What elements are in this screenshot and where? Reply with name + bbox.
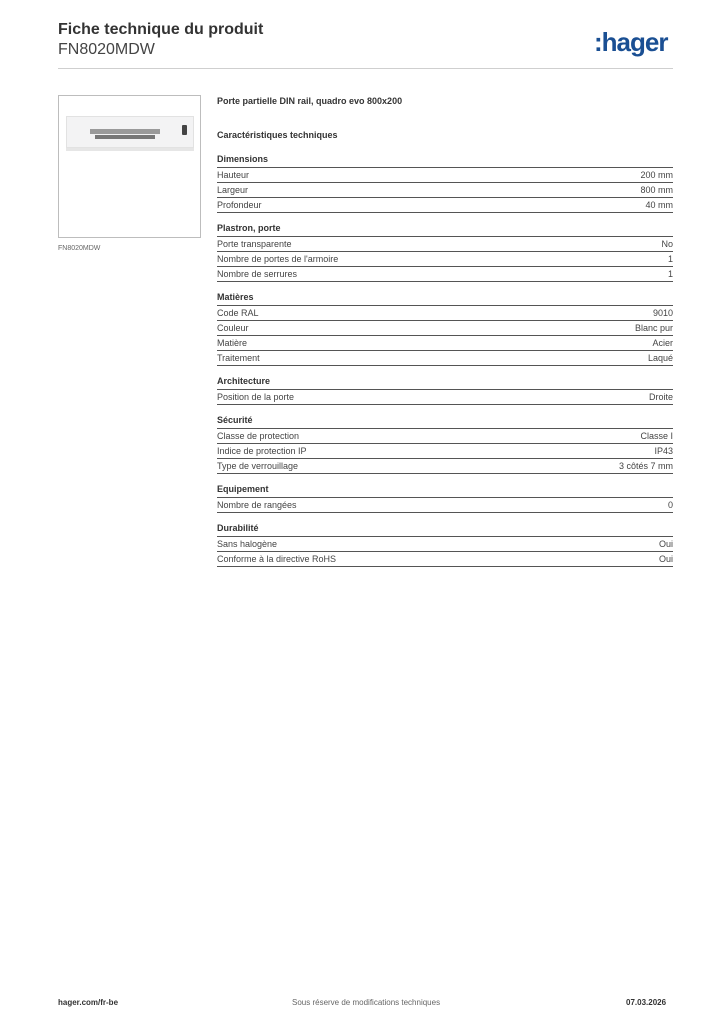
spec-value: Blanc pur bbox=[634, 323, 673, 333]
din-rail-slot-lower bbox=[95, 135, 155, 139]
footer-notice: Sous réserve de modifications techniques bbox=[292, 998, 441, 1007]
spec-row bbox=[217, 252, 673, 267]
spec-row bbox=[217, 183, 673, 198]
section-heading: Durabilité bbox=[217, 523, 673, 537]
logo-text: hager bbox=[601, 27, 668, 57]
footer-website-link[interactable]: hager.com/fr-be bbox=[58, 998, 119, 1007]
product-image bbox=[58, 95, 201, 238]
section-heading: Dimensions bbox=[217, 154, 673, 168]
spec-value: 0 bbox=[667, 500, 673, 510]
product-name: Porte partielle DIN rail, quadro evo 800x200 bbox=[217, 96, 403, 106]
footer-date: 07.03.2026 bbox=[626, 998, 667, 1007]
spec-label: Porte transparente bbox=[217, 239, 292, 249]
spec-value: Classe I bbox=[640, 431, 673, 441]
spec-label: Largeur bbox=[217, 185, 249, 195]
hager-logo: :hager bbox=[594, 27, 668, 57]
spec-row bbox=[217, 552, 673, 567]
page-title: Fiche technique du produit bbox=[58, 21, 264, 38]
spec-row bbox=[217, 198, 673, 213]
spec-label: Code RAL bbox=[217, 308, 259, 318]
spec-label: Nombre de serrures bbox=[217, 269, 298, 279]
spec-label: Type de verrouillage bbox=[217, 461, 299, 471]
spec-row bbox=[217, 498, 673, 513]
spec-row bbox=[217, 321, 673, 336]
spec-value: 200 mm bbox=[640, 170, 673, 180]
spec-value: 1 bbox=[667, 269, 673, 279]
spec-value: 9010 bbox=[652, 308, 673, 318]
spec-row bbox=[217, 306, 673, 321]
door-panel-illustration bbox=[66, 116, 194, 148]
spec-value: Acier bbox=[652, 338, 673, 348]
lock-icon bbox=[182, 125, 187, 135]
spec-value: IP43 bbox=[654, 446, 673, 456]
spec-value: Oui bbox=[658, 554, 673, 564]
image-caption: FN8020MDW bbox=[58, 245, 101, 252]
spec-row bbox=[217, 390, 673, 405]
header-divider bbox=[58, 68, 673, 69]
spec-value: No bbox=[661, 239, 673, 249]
spec-value: 3 côtés 7 mm bbox=[618, 461, 673, 471]
spec-label: Classe de protection bbox=[217, 431, 300, 441]
spec-row bbox=[217, 267, 673, 282]
spec-label: Nombre de rangées bbox=[217, 500, 297, 510]
spec-label: Hauteur bbox=[217, 170, 250, 180]
spec-label: Sans halogène bbox=[217, 539, 278, 549]
spec-value: Droite bbox=[648, 392, 673, 402]
spec-label: Couleur bbox=[217, 323, 249, 333]
spec-heading: Caractéristiques techniques bbox=[217, 130, 338, 140]
section-heading: Architecture bbox=[217, 376, 673, 390]
spec-value: 800 mm bbox=[640, 185, 673, 195]
din-rail-slot bbox=[90, 129, 160, 134]
spec-row bbox=[217, 537, 673, 552]
spec-label: Indice de protection IP bbox=[217, 446, 307, 456]
spec-row bbox=[217, 336, 673, 351]
spec-row bbox=[217, 429, 673, 444]
spec-label: Matière bbox=[217, 338, 248, 348]
section-heading: Sécurité bbox=[217, 415, 673, 429]
spec-value: Oui bbox=[658, 539, 673, 549]
section-heading: Equipement bbox=[217, 484, 673, 498]
section-heading: Matières bbox=[217, 292, 673, 306]
spec-table bbox=[217, 96, 673, 567]
spec-row bbox=[217, 351, 673, 366]
spec-label: Traitement bbox=[217, 353, 260, 363]
spec-row bbox=[217, 459, 673, 474]
spec-row bbox=[217, 168, 673, 183]
spec-label: Nombre de portes de l'armoire bbox=[217, 254, 339, 264]
panel-shadow bbox=[66, 148, 194, 151]
spec-value: 1 bbox=[667, 254, 673, 264]
spec-row bbox=[217, 237, 673, 252]
document-header bbox=[58, 20, 263, 60]
spec-value: 40 mm bbox=[645, 200, 673, 210]
spec-value: Laqué bbox=[647, 353, 673, 363]
spec-label: Conforme à la directive RoHS bbox=[217, 554, 337, 564]
spec-label: Profondeur bbox=[217, 200, 262, 210]
spec-label: Position de la porte bbox=[217, 392, 295, 402]
spec-sections bbox=[217, 154, 673, 567]
spec-row bbox=[217, 444, 673, 459]
section-heading: Plastron, porte bbox=[217, 223, 673, 237]
product-reference: FN8020MDW bbox=[58, 41, 155, 58]
